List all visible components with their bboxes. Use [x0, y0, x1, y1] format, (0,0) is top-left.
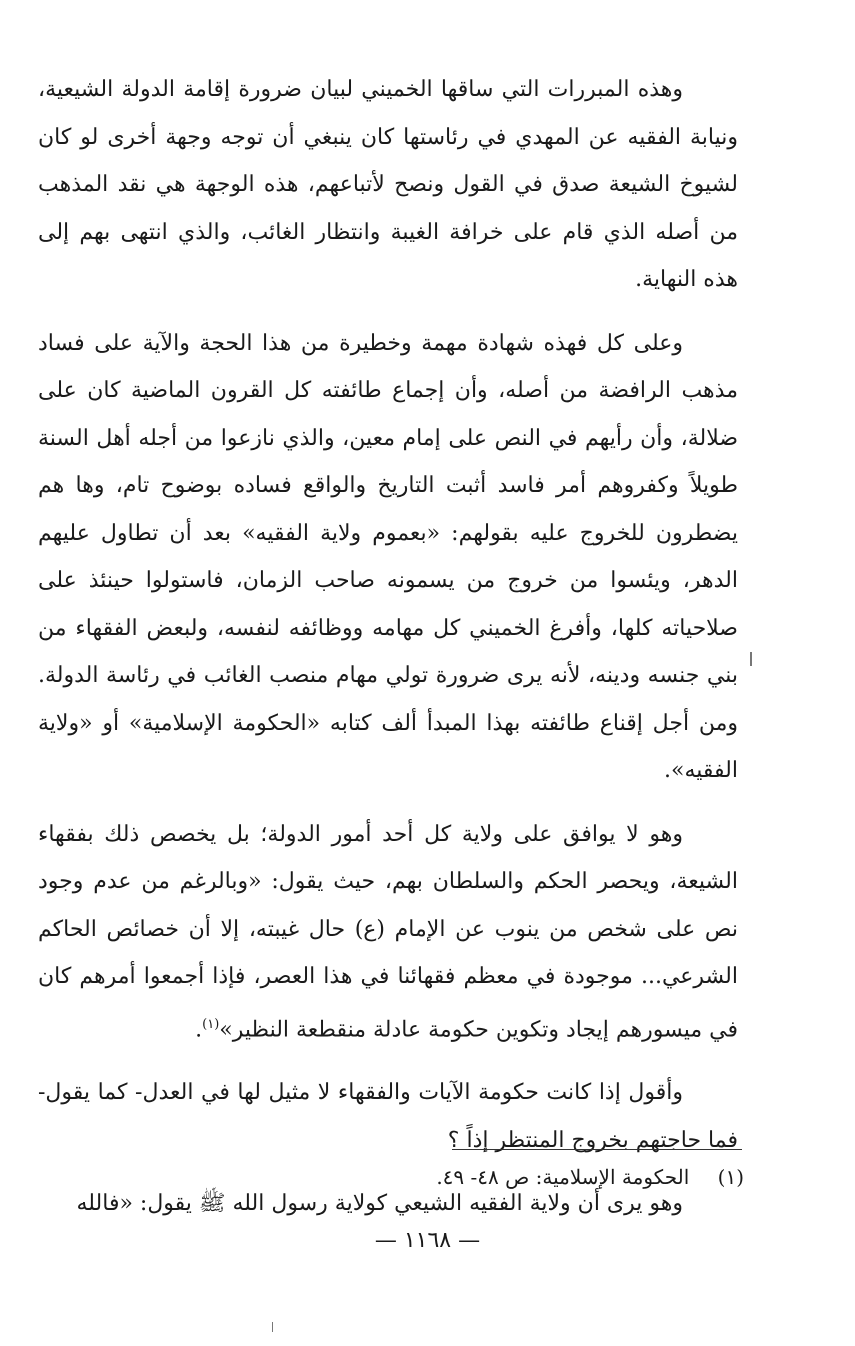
footnote [300, 1162, 744, 1192]
footnote-text: الحكومة الإسلامية: ص ٤٨- ٤٩. [436, 1165, 690, 1189]
paragraph-1: وهذه المبررات التي ساقها الخميني لبيان ضرورة إقامة الدولة الشيعية، ونيابة الفقيه عن المهدي في رئاستها كان ينبغي أن توجه وجهة أخرى لو كان لشيوخ الشيعة صدق في القول ونصح لأتباعهم، هذه الوجهة هي نقد المذهب من أصله الذي قام على خرافة الغيبة وانتظار الغائب، والذي انتهى بهم إلى هذه النهاية. [38, 77, 738, 292]
paragraph-2: وعلى كل فهذه شهادة مهمة وخطيرة من هذا الحجة والآية على فساد مذهب الرافضة من أصله، وأن إجماع طائفته كل القرون الماضية كان على ضلالة، وأن رأيهم في النص على إمام معين، والذي نازعوا من أجله أهل السنة طويلاً وكفروهم أمر فاسد أثبت التاريخ والواقع فساده بوضوح تام، وها هم يضطرون للخروج عليه بقولهم: «بعموم ولاية الفقيه» بعد أن تطاول عليهم الدهر، ويئسوا من خروج من يسمونه صاحب الزمان، فاستولوا حينئذ على صلاحياته كلها، وأفرغ الخميني كل مهامه ووظائفه لنفسه، ولبعض الفقهاء من بني جنسه ودينه، لأنه يرى ضرورة تولي مهام منصب الغائب في رئاسة الدولة. ومن أجل إقناع طائفته بهذا المبدأ ألف كتابه «الحكومة الإسلامية» أو «ولاية الفقيه». [38, 330, 738, 783]
footnote-divider [452, 1149, 742, 1150]
paragraph-4: وأقول إذا كانت حكومة الآيات والفقهاء لا مثيل لها في العدل- كما يقول- فما حاجتهم بخروج المنتظر إذاً ؟ [38, 1080, 738, 1153]
paragraph-5: وهو يرى أن ولاية الفقيه الشيعي كولاية رسول الله ﷺ يقول: «فالله [76, 1191, 683, 1217]
main-text [38, 66, 738, 1244]
paragraph-3: وهو لا يوافق على ولاية كل أحد أمور الدولة؛ بل يخصص ذلك بفقهاء الشيعة، ويحصر الحكم والسلطان بهم، حيث يقول: «وبالرغم من عدم وجود نص على شخص من ينوب عن الإمام (ع) حال غيبته، إلا أن خصائص الحاكم الشرعي... موجودة في معظم فقهائنا في هذا العصر، فإذا أجمعوا أمرهم كان في ميسورهم إيجاد وتكوين حكومة عادلة منقطعة النظير»$^{(١)}$. [38, 821, 738, 1042]
footnote-marker: (١) [717, 1165, 744, 1189]
page-number: — ١١٦٨ — [374, 1228, 481, 1253]
paragraph-3-text: وهو لا يوافق على ولاية كل أحد أمور الدولة؛ بل يخصص ذلك بفقهاء الشيعة، ويحصر الحكم والسلطان بهم، حيث يقول: «وبالرغم من عدم وجود نص على شخص من ينوب عن الإمام (ع) حال غيبته، إلا أن خصائص الحاكم الشرعي... موجودة في معظم فقهائنا في هذا العصر، فإذا أجمعوا أمرهم كان في ميسورهم إيجاد وتكوين حكومة عادلة منقطعة النظير» [38, 821, 738, 1042]
margin-mark [272, 1322, 273, 1332]
footnote-reference: (١) [202, 1016, 220, 1032]
margin-mark [750, 652, 752, 666]
